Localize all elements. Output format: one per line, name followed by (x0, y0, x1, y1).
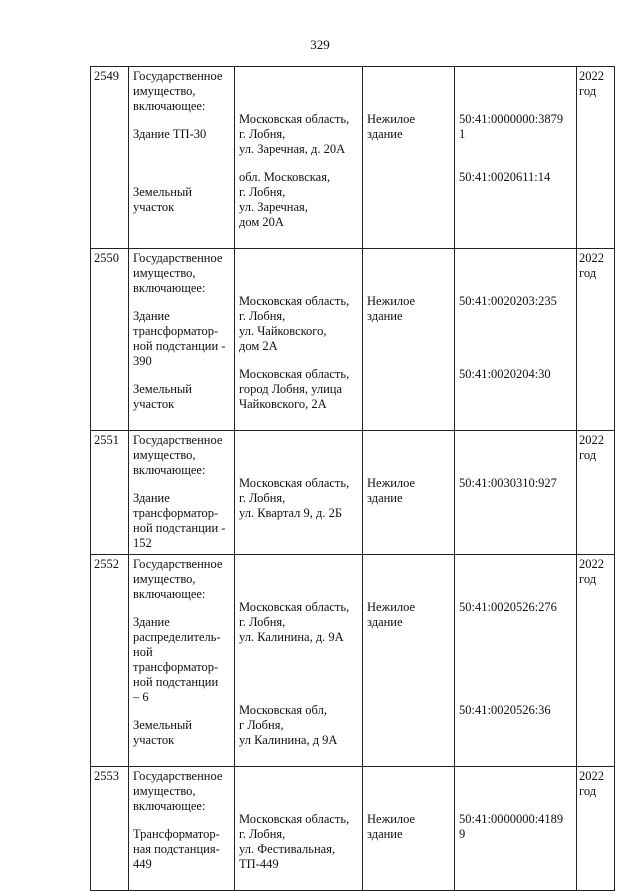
item-gap (367, 251, 450, 294)
item-gap (367, 69, 450, 112)
item-name: Здание трансформатор- ной подстанции - 390 (133, 309, 226, 368)
item-gap (459, 433, 572, 476)
item-gap (367, 157, 450, 170)
entry-header: Государственное имущество, включающее: (133, 557, 223, 601)
item-gap (459, 69, 572, 112)
item-gap (133, 602, 230, 615)
item-gap (133, 172, 230, 185)
year-cell (577, 431, 615, 555)
item-gap (367, 354, 450, 367)
page-number: 329 (310, 37, 330, 52)
entry-number: 2552 (94, 557, 119, 571)
item-name: Земельный участок (133, 718, 192, 747)
item-address: Московская область, г. Лобня, ул. Фестивальная, ТП-449 (239, 812, 350, 871)
year-cell (577, 767, 615, 891)
year-cell (577, 555, 615, 767)
item-gap (133, 369, 230, 382)
item-gap (459, 157, 572, 170)
cadastral-cell (455, 431, 577, 555)
object-type-cell (363, 555, 455, 767)
entry-number: 2551 (94, 433, 119, 447)
entry-header: Государственное имущество, включающее: (133, 69, 223, 113)
item-gap (367, 557, 450, 600)
item-gap (459, 557, 572, 600)
cadastral-cell (455, 67, 577, 249)
item-type: Нежилое здание (367, 600, 416, 629)
item-gap (459, 769, 572, 812)
item-gap (367, 769, 450, 812)
item-type (367, 367, 450, 412)
item-gap (239, 433, 358, 476)
entry-header: Государственное имущество, включающее: (133, 769, 223, 813)
item-cadastral: 50:41:0020203:235 (459, 294, 557, 308)
item-gap (459, 251, 572, 294)
item-name: Земельный участок (133, 382, 192, 411)
address-cell (235, 431, 363, 555)
cadastral-cell (455, 249, 577, 431)
address-cell (235, 67, 363, 249)
cadastral-cell (455, 767, 577, 891)
item-name: Трансформатор- ная подстанция- 449 (133, 827, 220, 871)
item-address: Московская область, г. Лобня, ул. Квартал 9, д. 2Б (239, 476, 350, 520)
item-type: Нежилое здание (367, 112, 416, 141)
entry-number: 2549 (94, 69, 119, 83)
item-gap (239, 251, 358, 294)
item-name: Земельный участок (133, 185, 192, 214)
entry-header: Государственное имущество, включающее: (133, 433, 223, 477)
entry-year: 2022 год (579, 69, 604, 98)
item-cadastral: 50:41:0020526:36 (459, 703, 551, 717)
item-cadastral: 50:41:0000000:4189 9 (459, 812, 564, 841)
item-gap (459, 354, 572, 367)
entry-number-cell (91, 249, 129, 431)
property-registry-table (90, 66, 615, 891)
object-type-cell (363, 431, 455, 555)
item-cadastral: 50:41:0020526:276 (459, 600, 557, 614)
item-address: Московская обл, г Лобня, ул Калинина, д 9А (239, 703, 338, 747)
entry-year: 2022 год (579, 433, 604, 462)
item-gap (239, 157, 358, 170)
object-type-cell (363, 249, 455, 431)
item-gap (367, 690, 450, 703)
address-cell (235, 555, 363, 767)
object-type-cell (363, 67, 455, 249)
registry-row (91, 767, 615, 891)
registry-row (91, 249, 615, 431)
item-address: Московская область, г. Лобня, ул. Чайковского, дом 2А (239, 294, 350, 353)
item-gap (367, 433, 450, 476)
entry-number: 2553 (94, 769, 119, 783)
item-gap (133, 296, 230, 309)
item-type: Нежилое здание (367, 294, 416, 323)
item-gap (459, 690, 572, 703)
registry-row (91, 555, 615, 767)
item-gap (239, 354, 358, 367)
item-gap (133, 705, 230, 718)
item-address: Московская область, город Лобня, улица Чайковского, 2А (239, 367, 350, 411)
item-cadastral: 50:41:0030310:927 (459, 476, 557, 490)
entry-number: 2550 (94, 251, 119, 265)
entry-number-cell (91, 767, 129, 891)
address-cell (235, 249, 363, 431)
item-address: Московская область, г. Лобня, ул. Калинина, д. 9А (239, 600, 350, 644)
item-name: Здание трансформатор- ной подстанции - 152 (133, 491, 226, 550)
item-gap (133, 478, 230, 491)
entry-number-cell (91, 67, 129, 249)
item-name: Здание ТП-30 (133, 127, 207, 141)
object-name-cell (129, 431, 235, 555)
entry-number-cell (91, 431, 129, 555)
item-type (367, 170, 450, 230)
item-type: Нежилое здание (367, 476, 416, 505)
item-address: Московская область, г. Лобня, ул. Заречная, д. 20А (239, 112, 350, 156)
year-cell (577, 249, 615, 431)
item-cadastral: 50:41:0020204:30 (459, 367, 551, 381)
item-cadastral: 50:41:0020611:14 (459, 170, 551, 184)
item-gap (133, 114, 230, 127)
item-type (367, 703, 450, 748)
object-name-cell (129, 767, 235, 891)
object-type-cell (363, 767, 455, 891)
object-name-cell (129, 555, 235, 767)
entry-header: Государственное имущество, включающее: (133, 251, 223, 295)
item-gap (239, 557, 358, 600)
item-name: Здание распределитель- ной трансформатор- ной подстанции – 6 (133, 615, 221, 704)
object-name-cell (129, 249, 235, 431)
item-gap (239, 690, 358, 703)
registry-row (91, 67, 615, 249)
registry-row (91, 431, 615, 555)
item-type: Нежилое здание (367, 812, 416, 841)
object-name-cell (129, 67, 235, 249)
registry-body (91, 67, 615, 891)
entry-number-cell (91, 555, 129, 767)
cadastral-cell (455, 555, 577, 767)
item-gap (133, 814, 230, 827)
item-gap (239, 69, 358, 112)
year-cell (577, 67, 615, 249)
item-gap (239, 769, 358, 812)
item-address: обл. Московская, г. Лобня, ул. Заречная, дом 20А (239, 170, 331, 229)
item-cadastral: 50:41:0000000:3879 1 (459, 112, 564, 141)
entry-year: 2022 год (579, 769, 604, 798)
address-cell (235, 767, 363, 891)
entry-year: 2022 год (579, 251, 604, 280)
entry-year: 2022 год (579, 557, 604, 586)
